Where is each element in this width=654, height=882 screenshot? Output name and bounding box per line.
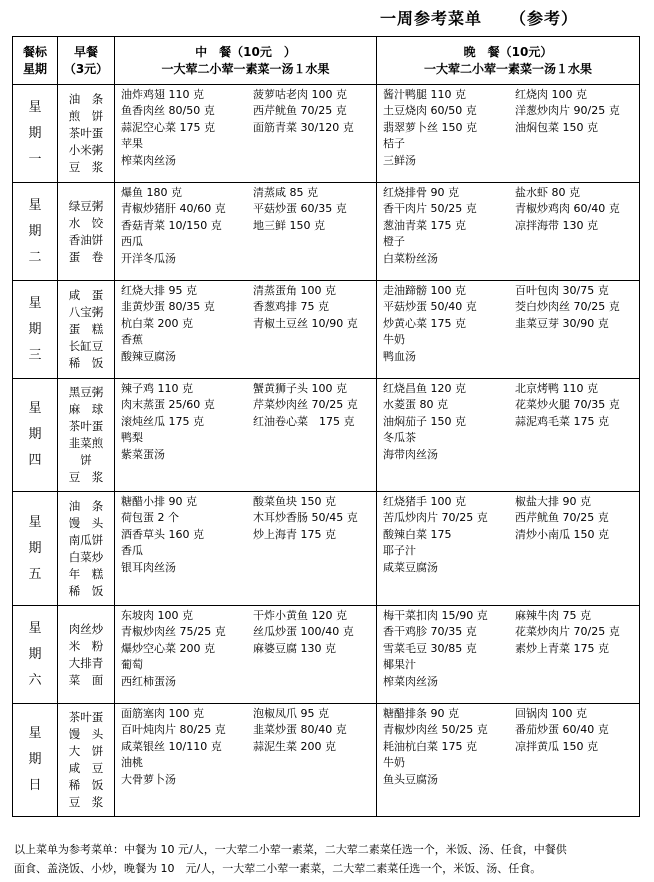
footer-note — [14, 840, 640, 878]
breakfast-item: 长缸豆 — [68, 339, 104, 353]
lunch-dish: 青椒炒肉丝 75/25 克 — [121, 625, 226, 639]
lunch-extra: 葡萄 — [121, 658, 143, 672]
breakfast-item: 豆 浆 — [68, 795, 104, 809]
footer-line: 面食、盖浇饭、小炒，晚餐为 10 元/人，一大荤二小荤一素菜，二大荤二素菜任选一个，米饭、汤、任食。 — [14, 862, 542, 875]
dinner-cell — [377, 183, 640, 281]
day-row — [13, 85, 640, 183]
lunch-dish: 酸菜鱼块 150 克 — [253, 495, 336, 508]
breakfast-item: 蛋 糕 — [68, 322, 104, 336]
dinner-dish: 清炒小南瓜 150 克 — [515, 527, 609, 541]
lunch-dish: 韭菜炒蛋 80/40 克 — [253, 723, 347, 737]
dinner-dish: 梅干菜扣肉 15/90 克 — [383, 609, 488, 622]
breakfast-item: 咸 豆 — [68, 761, 104, 775]
lunch-dish: 肉末蒸蛋 25/60 克 — [121, 398, 215, 412]
breakfast-cell — [58, 606, 115, 704]
header-lunch-line: 中 餐（10元 ） — [195, 44, 296, 59]
header-row — [13, 37, 640, 85]
lunch-extra: 油桃 — [121, 756, 143, 770]
breakfast-cell — [58, 704, 115, 817]
day-name-cell — [13, 606, 58, 704]
breakfast-item: 咸 蛋 — [68, 288, 104, 302]
lunch-extra: 开洋冬瓜汤 — [121, 251, 176, 265]
lunch-dish: 麻婆豆腐 130 克 — [253, 641, 336, 655]
lunch-extra: 西瓜 — [121, 235, 143, 249]
header-breakfast-line: 早餐 — [73, 44, 98, 59]
breakfast-item: 水 饺 — [68, 215, 104, 230]
lunch-extra: 香瓜 — [121, 544, 143, 558]
lunch-extra: 榨菜肉丝汤 — [121, 153, 176, 167]
lunch-dish: 蒜泥空心菜 175 克 — [121, 120, 215, 134]
lunch-dish: 韭黄炒蛋 80/35 克 — [121, 300, 215, 314]
day-name-cell — [13, 704, 58, 817]
dinner-extra: 榨菜肉丝汤 — [383, 674, 438, 688]
breakfast-item: 煎 饼 — [68, 109, 104, 123]
dinner-dish: 花菜炒肉片 70/25 克 — [515, 625, 620, 639]
lunch-cell — [115, 379, 377, 492]
dinner-cell — [377, 85, 640, 183]
lunch-dish: 酒香草头 160 克 — [121, 527, 204, 541]
dinner-dish: 翡翠萝卜丝 150 克 — [383, 120, 477, 134]
dinner-extra: 海带肉丝汤 — [383, 447, 438, 461]
dinner-extra: 鱼头豆腐汤 — [383, 772, 438, 786]
header-day-line: 餐标 — [22, 44, 47, 59]
day-name-cell — [13, 85, 58, 183]
lunch-dish: 青椒炒猪肝 40/60 克 — [121, 202, 226, 216]
day-name-char: 期 — [28, 752, 42, 767]
lunch-dish: 百叶炖肉片 80/25 克 — [121, 723, 226, 737]
dinner-dish: 凉拌黄瓜 150 克 — [515, 739, 598, 753]
dinner-dish: 番茄炒蛋 60/40 克 — [515, 723, 609, 737]
breakfast-item: 香油饼 — [68, 232, 104, 247]
lunch-cell — [115, 606, 377, 704]
breakfast-item: 小米粥 — [68, 143, 104, 157]
lunch-dish: 香葱鸡排 75 克 — [253, 300, 329, 314]
dinner-dish: 土豆烧肉 60/50 克 — [383, 104, 477, 118]
lunch-dish: 油炸鸡翅 110 克 — [121, 88, 204, 101]
breakfast-item: 茶叶蛋 — [68, 419, 104, 433]
lunch-dish: 咸菜银丝 10/110 克 — [121, 739, 222, 753]
lunch-dish: 红油卷心菜 175 克 — [253, 414, 355, 428]
breakfast-item: 年 糕 — [68, 566, 104, 581]
dinner-dish: 香干鸡胗 70/35 克 — [383, 625, 477, 639]
day-name-char: 期 — [28, 223, 42, 239]
breakfast-item: 馒 头 — [68, 515, 104, 530]
day-name-cell — [13, 183, 58, 281]
dinner-cell — [377, 492, 640, 606]
lunch-dish: 丝瓜炒蛋 100/40 克 — [253, 625, 354, 639]
dinner-dish: 苦瓜炒肉片 70/25 克 — [383, 511, 488, 525]
dinner-dish: 麻辣牛肉 75 克 — [515, 609, 591, 622]
day-name-char: 期 — [28, 125, 42, 141]
dinner-dish: 平菇炒蛋 50/40 克 — [383, 300, 477, 314]
lunch-dish: 西芹鱿鱼 70/25 克 — [253, 104, 347, 118]
lunch-extra: 大骨萝卜汤 — [121, 772, 176, 786]
dinner-dish: 红烧肉 100 克 — [515, 88, 587, 101]
header-day-line: 星期 — [22, 61, 47, 76]
dinner-dish: 红烧排骨 90 克 — [383, 186, 459, 199]
dinner-dish: 水菱蛋 80 克 — [383, 398, 448, 412]
lunch-dish: 鱼香肉丝 80/50 克 — [121, 104, 215, 118]
dinner-dish: 葱油青菜 175 克 — [383, 218, 466, 232]
dinner-dish: 北京烤鸭 110 克 — [515, 382, 598, 395]
dinner-dish: 耗油杭白菜 175 克 — [383, 739, 477, 753]
day-name-char: 五 — [28, 566, 42, 582]
breakfast-item: 茶叶蛋 — [68, 710, 104, 724]
dinner-dish: 韭菜豆芽 30/90 克 — [515, 316, 609, 330]
dinner-dish: 椒盐大排 90 克 — [515, 495, 591, 508]
lunch-dish: 辣子鸡 110 克 — [121, 382, 193, 395]
lunch-dish: 芹菜炒肉丝 70/25 克 — [253, 398, 358, 412]
lunch-cell — [115, 492, 377, 606]
lunch-dish: 泡椒凤爪 95 克 — [253, 707, 329, 720]
lunch-dish: 糖醋小排 90 克 — [121, 495, 197, 508]
dinner-dish: 香干肉片 50/25 克 — [383, 202, 477, 216]
breakfast-item: 韭菜煎 — [68, 436, 104, 450]
lunch-dish: 青椒土豆丝 10/90 克 — [253, 316, 358, 330]
lunch-dish: 滚炖丝瓜 175 克 — [121, 414, 204, 428]
breakfast-cell — [58, 183, 115, 281]
header-dinner-line: 晚 餐（10元） — [463, 44, 553, 59]
dinner-cell — [377, 379, 640, 492]
menu-title — [380, 6, 640, 30]
dinner-dish: 花菜炒火腿 70/35 克 — [515, 398, 620, 412]
header-dinner-line: 一大荤二小荤一素菜一汤１水果 — [423, 61, 592, 76]
day-row — [13, 492, 640, 606]
breakfast-item: 豆 浆 — [68, 470, 104, 484]
lunch-dish: 荷包蛋 2 个 — [121, 511, 179, 525]
breakfast-item: 八宝粥 — [68, 305, 104, 319]
weekly-menu-table — [12, 36, 640, 817]
menu-body — [13, 85, 640, 817]
lunch-dish: 蒜泥生菜 200 克 — [253, 739, 336, 753]
dinner-dish: 雪菜毛豆 30/85 克 — [383, 641, 477, 655]
lunch-cell — [115, 183, 377, 281]
breakfast-item: 南瓜饼 — [68, 532, 104, 547]
day-name-char: 日 — [28, 778, 42, 793]
lunch-dish: 平菇炒蛋 60/35 克 — [253, 202, 347, 216]
dinner-extra: 耶子汁 — [383, 544, 416, 558]
day-name-char: 星 — [28, 726, 42, 741]
dinner-dish: 茭白炒肉丝 70/25 克 — [515, 300, 620, 314]
day-name-cell — [13, 281, 58, 379]
day-name-char: 星 — [28, 401, 42, 416]
lunch-dish: 炒上海青 175 克 — [253, 527, 336, 541]
lunch-dish: 地三鲜 150 克 — [253, 218, 325, 232]
lunch-extra: 西红柿蛋汤 — [121, 674, 176, 688]
lunch-dish: 蟹黄狮子头 100 克 — [253, 382, 347, 395]
breakfast-item: 肉丝炒 — [68, 621, 104, 636]
breakfast-item: 茶叶蛋 — [68, 126, 104, 140]
dinner-extra: 桔子 — [383, 137, 405, 151]
day-name-char: 星 — [28, 514, 42, 530]
dinner-dish: 红烧猪手 100 克 — [383, 495, 466, 508]
title-main: 一周参考菜单 — [380, 9, 483, 28]
header-lunch-line: 一大荤二小荤一素菜一汤１水果 — [161, 61, 330, 76]
dinner-dish: 青椒炒肉丝 50/25 克 — [383, 723, 488, 737]
day-name-char: 期 — [28, 540, 42, 556]
breakfast-item: 绿豆粥 — [68, 198, 104, 213]
lunch-dish: 菠萝咕老肉 100 克 — [253, 88, 347, 101]
dinner-extra: 鸭血汤 — [383, 349, 416, 363]
day-row — [13, 183, 640, 281]
day-name-char: 四 — [28, 453, 42, 468]
lunch-dish: 干炸小黄鱼 120 克 — [253, 609, 347, 622]
dinner-dish: 凉拌海带 130 克 — [515, 218, 598, 232]
breakfast-cell — [58, 492, 115, 606]
day-name-char: 二 — [28, 249, 42, 265]
header-dinner — [377, 37, 640, 85]
dinner-extra: 白菜粉丝汤 — [383, 251, 438, 265]
day-name-char: 六 — [28, 672, 42, 688]
lunch-dish: 杭白菜 200 克 — [121, 316, 193, 330]
header-lunch — [115, 37, 377, 85]
dinner-dish: 糖醋排条 90 克 — [383, 707, 459, 720]
breakfast-item: 豆 浆 — [68, 160, 104, 174]
day-name-cell — [13, 379, 58, 492]
lunch-cell — [115, 85, 377, 183]
lunch-dish: 爆鱼 180 克 — [121, 186, 182, 199]
dinner-extra: 牛奶 — [383, 756, 405, 770]
lunch-extra: 酸辣豆腐汤 — [121, 349, 176, 363]
breakfast-item: 馒 头 — [68, 727, 104, 741]
breakfast-cell — [58, 281, 115, 379]
dinner-extra: 冬瓜茶 — [383, 431, 416, 445]
breakfast-item: 油 条 — [68, 498, 104, 513]
dinner-dish: 油焖包菜 150 克 — [515, 120, 598, 134]
day-name-cell — [13, 492, 58, 606]
lunch-dish: 东坡肉 100 克 — [121, 609, 193, 622]
day-row — [13, 704, 640, 817]
header-breakfast-line: （3元） — [63, 61, 109, 76]
day-name-char: 期 — [28, 321, 42, 337]
dinner-dish: 百叶包肉 30/75 克 — [515, 284, 609, 297]
dinner-dish: 回锅肉 100 克 — [515, 707, 587, 720]
dinner-dish: 油焖茄子 150 克 — [383, 414, 466, 428]
dinner-cell — [377, 606, 640, 704]
dinner-extra: 椰果汁 — [383, 658, 416, 672]
breakfast-item: 大排青 — [68, 655, 104, 670]
lunch-cell — [115, 704, 377, 817]
dinner-cell — [377, 281, 640, 379]
lunch-dish: 爆炒空心菜 200 克 — [121, 641, 215, 655]
breakfast-item: 米 粉 — [68, 638, 104, 653]
lunch-extra: 苹果 — [121, 137, 143, 151]
dinner-dish: 酱汁鸭腿 110 克 — [383, 88, 466, 101]
dinner-dish: 青椒炒鸡肉 60/40 克 — [515, 202, 620, 216]
day-row — [13, 606, 640, 704]
dinner-dish: 盐水虾 80 克 — [515, 186, 580, 199]
dinner-dish: 酸辣白菜 175 — [383, 527, 452, 541]
lunch-extra: 紫菜蛋汤 — [121, 447, 165, 461]
dinner-cell — [377, 704, 640, 817]
dinner-dish: 洋葱炒肉片 90/25 克 — [515, 104, 620, 118]
day-name-char: 星 — [28, 295, 42, 311]
day-name-char: 星 — [28, 99, 42, 115]
header-breakfast — [58, 37, 115, 85]
day-row — [13, 379, 640, 492]
dinner-extra: 牛奶 — [383, 333, 405, 347]
lunch-dish: 香菇青菜 10/150 克 — [121, 218, 222, 232]
day-name-char: 星 — [28, 197, 42, 213]
breakfast-item: 稀 饭 — [68, 778, 104, 792]
dinner-dish: 西芹鱿鱼 70/25 克 — [515, 511, 609, 525]
breakfast-item: 蛋 卷 — [68, 249, 104, 264]
lunch-dish: 红烧大排 95 克 — [121, 284, 197, 297]
dinner-dish: 炒黄心菜 175 克 — [383, 316, 466, 330]
lunch-dish: 面筋塞肉 100 克 — [121, 707, 204, 720]
header-day — [13, 37, 58, 85]
lunch-cell — [115, 281, 377, 379]
breakfast-item: 大 饼 — [68, 744, 104, 758]
dinner-dish: 走油蹄髈 100 克 — [383, 284, 466, 297]
day-name-char: 三 — [28, 347, 42, 363]
day-name-char: 一 — [28, 151, 42, 167]
title-note: （参考） — [510, 9, 579, 28]
day-name-char: 期 — [28, 646, 42, 662]
lunch-extra: 鸭梨 — [121, 431, 143, 445]
lunch-dish: 木耳炒香肠 50/45 克 — [253, 511, 358, 525]
lunch-extra: 银耳肉丝汤 — [121, 560, 176, 574]
day-name-char: 星 — [28, 620, 42, 636]
footer-line: 以上菜单为参考菜单：中餐为 10 元/人，一大荤二小荤一素菜，二大荤二素菜任选一个，米饭、汤、任食，中餐供 — [14, 843, 567, 856]
dinner-dish: 素炒上青菜 175 克 — [515, 641, 609, 655]
dinner-extra: 橙子 — [383, 235, 405, 249]
breakfast-item: 油 条 — [68, 92, 104, 106]
day-name-char: 期 — [28, 427, 42, 442]
breakfast-item: 稀 饭 — [68, 356, 104, 370]
dinner-dish: 蒜泥鸡毛菜 175 克 — [515, 414, 609, 428]
breakfast-item: 饼 — [80, 453, 92, 467]
breakfast-item: 黑豆粥 — [68, 385, 104, 399]
lunch-dish: 清蒸蛋角 100 克 — [253, 284, 336, 297]
dinner-extra: 三鲜汤 — [383, 153, 416, 167]
dinner-dish: 红烧昌鱼 120 克 — [383, 382, 466, 395]
day-row — [13, 281, 640, 379]
lunch-extra: 香蕉 — [121, 333, 143, 347]
dinner-extra: 咸菜豆腐汤 — [383, 560, 438, 574]
breakfast-cell — [58, 379, 115, 492]
lunch-dish: 清蒸咸 85 克 — [253, 186, 318, 199]
breakfast-item: 菜 面 — [68, 672, 104, 687]
breakfast-item: 麻 球 — [68, 402, 104, 416]
breakfast-item: 稀 饭 — [68, 583, 104, 598]
breakfast-cell — [58, 85, 115, 183]
breakfast-item: 白菜炒 — [68, 549, 104, 564]
lunch-dish: 面筋青菜 30/120 克 — [253, 120, 354, 134]
